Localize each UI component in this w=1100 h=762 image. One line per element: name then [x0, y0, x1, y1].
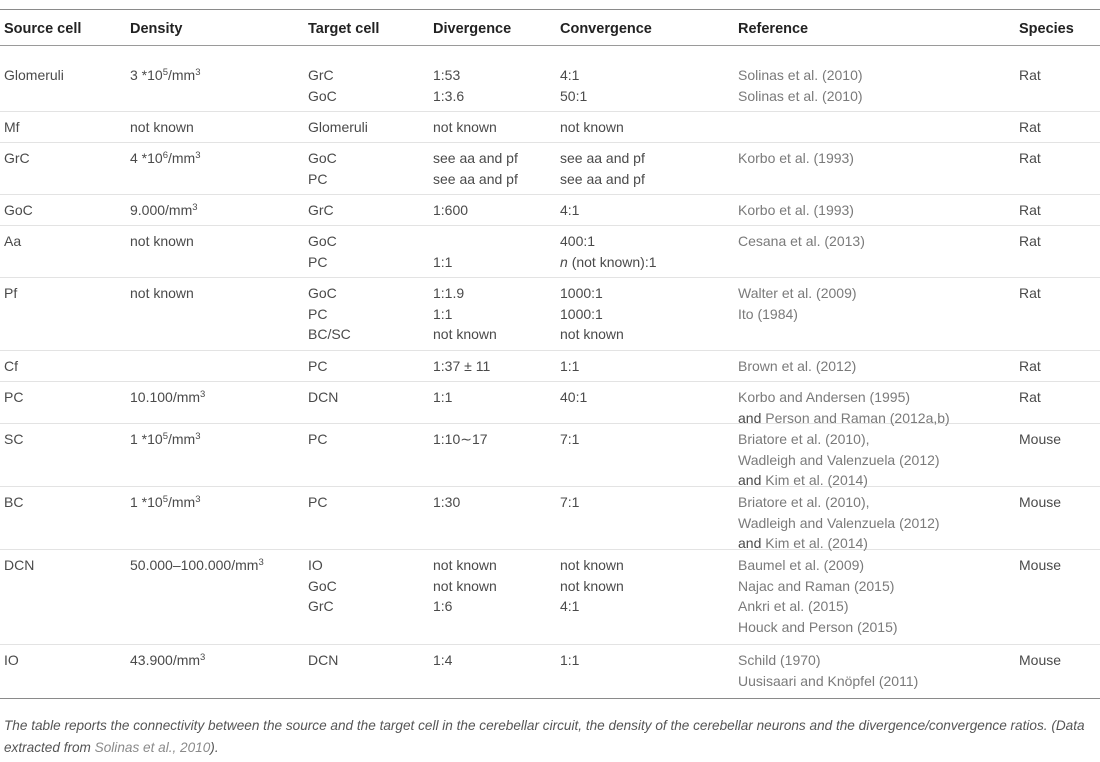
convergence-value: 7:1: [560, 431, 580, 447]
divergence-value: 1:10∼17: [433, 431, 488, 447]
target-value: Glomeruli: [308, 119, 368, 135]
reference-value[interactable]: Brown et al. (2012): [738, 358, 857, 374]
source-cell: IO: [4, 652, 19, 668]
reference-value[interactable]: [738, 408, 950, 429]
divergence-cell: [433, 429, 488, 450]
reference-cell: [738, 429, 940, 491]
species-cell: Rat: [1019, 233, 1041, 249]
species-cell: Rat: [1019, 389, 1041, 405]
density-cell: [130, 492, 201, 513]
target-value: GoC: [308, 233, 337, 249]
density-exponent: 3: [200, 389, 206, 400]
target-value: GoC: [308, 87, 337, 104]
reference-citation: Kim et al. (2014): [765, 472, 868, 488]
target-cell: [308, 148, 337, 189]
reference-and: and: [738, 409, 766, 426]
target-value: PC: [308, 305, 328, 322]
convergence-value: 4:1: [560, 67, 580, 83]
density-cell: [130, 148, 201, 169]
convergence-text: (not known):1: [571, 253, 657, 270]
convergence-value: 40:1: [560, 389, 588, 405]
density-cell: [130, 387, 205, 408]
divergence-value: 1:3.6: [433, 87, 465, 104]
density-base: 10.100/mm: [130, 389, 201, 405]
convergence-value: 1:1: [560, 358, 580, 374]
convergence-italic-n: n: [560, 253, 572, 270]
divergence-cell: [433, 231, 452, 272]
divergence-value: [433, 231, 452, 252]
reference-value[interactable]: Korbo and Andersen (1995): [738, 389, 911, 405]
density-cell: [130, 65, 201, 86]
target-value: PC: [308, 170, 328, 187]
header-divergence: Divergence: [433, 21, 512, 37]
source-cell: Glomeruli: [4, 67, 64, 83]
convergence-cell: [560, 200, 579, 221]
density-unit-exponent: 3: [195, 431, 201, 442]
target-value: GoC: [308, 285, 337, 301]
density-cell: not known: [130, 233, 194, 249]
density-cell: [130, 200, 198, 221]
convergence-cell: [560, 283, 624, 345]
species-cell: Mouse: [1019, 431, 1062, 447]
divergence-cell: [433, 387, 452, 408]
species-cell: Mouse: [1019, 557, 1062, 573]
divergence-cell: [433, 492, 460, 513]
density-cell: [130, 555, 264, 576]
convergence-value: 1000:1: [560, 305, 603, 322]
convergence-value: 50:1: [560, 87, 588, 104]
density-base: 1 *10: [130, 494, 163, 510]
reference-value[interactable]: Wadleigh and Valenzuela (2012): [738, 451, 940, 468]
separator-line: [0, 350, 1100, 351]
reference-value[interactable]: Ankri et al. (2015): [738, 598, 849, 614]
species-cell: Mouse: [1019, 652, 1062, 668]
target-value: PC: [308, 253, 328, 270]
reference-cell: [738, 387, 950, 428]
reference-cell: [738, 231, 865, 252]
separator-line: [0, 194, 1100, 195]
separator-line: [0, 381, 1100, 382]
divergence-cell: [433, 117, 497, 138]
header-density: Density: [130, 21, 183, 37]
reference-cell: [738, 148, 854, 169]
target-cell: [308, 231, 337, 272]
header-target-cell: Target cell: [308, 21, 380, 37]
convergence-cell: [560, 117, 624, 138]
species-cell: Rat: [1019, 358, 1041, 374]
convergence-value: see aa and pf: [560, 170, 645, 187]
reference-cell: [738, 200, 854, 221]
target-value: GrC: [308, 67, 334, 83]
density-unit: /mm: [168, 494, 196, 510]
source-cell: DCN: [4, 557, 35, 573]
divergence-value: 1:1.9: [433, 285, 465, 301]
density-cell: [130, 650, 205, 671]
header-rule: [0, 45, 1100, 46]
species-cell: Rat: [1019, 202, 1041, 218]
separator-line: [0, 644, 1100, 645]
reference-value[interactable]: Houck and Person (2015): [738, 618, 898, 635]
divergence-value: not known: [433, 119, 497, 135]
density-exponent: 3: [192, 202, 198, 213]
source-cell: BC: [4, 494, 24, 510]
target-cell: [308, 650, 338, 671]
density-base: 43.900/mm: [130, 652, 201, 668]
reference-cell: [738, 650, 918, 691]
target-cell: [308, 65, 337, 106]
bottom-rule: [0, 698, 1100, 699]
species-cell: Rat: [1019, 119, 1041, 135]
divergence-cell: [433, 555, 497, 617]
target-cell: [308, 200, 334, 221]
species-cell: Rat: [1019, 285, 1041, 301]
convergence-cell: [560, 650, 579, 671]
convergence-value: 400:1: [560, 233, 596, 249]
convergence-value: 4:1: [560, 598, 580, 614]
source-cell: Cf: [4, 358, 18, 374]
divergence-cell: [433, 148, 518, 189]
density-unit-exponent: 3: [195, 494, 201, 505]
density-exponent: 3: [258, 557, 264, 568]
reference-value[interactable]: Korbo et al. (1993): [738, 150, 854, 166]
convergence-value: 4:1: [560, 202, 580, 218]
target-cell: [308, 492, 327, 513]
reference-cell: [738, 555, 898, 637]
divergence-cell: [433, 356, 490, 377]
density-base: 4 *10: [130, 150, 163, 166]
target-value: GoC: [308, 577, 337, 594]
convergence-cell: [560, 65, 587, 106]
separator-line: [0, 111, 1100, 112]
source-cell: PC: [4, 389, 24, 405]
convergence-cell: [560, 387, 587, 408]
density-base: 3 *10: [130, 67, 163, 83]
convergence-value: 1000:1: [560, 285, 603, 301]
target-value: GrC: [308, 598, 334, 614]
density-unit: /mm: [168, 150, 196, 166]
target-value: PC: [308, 358, 328, 374]
source-cell: Mf: [4, 119, 20, 135]
caption-citation-link[interactable]: Solinas et al., 2010: [94, 739, 211, 755]
reference-value[interactable]: Uusisaari and Knöpfel (2011): [738, 672, 919, 689]
target-value: DCN: [308, 652, 339, 668]
density-exponent: 5: [162, 494, 168, 505]
source-cell: GrC: [4, 150, 30, 166]
divergence-value: 1:1: [433, 305, 453, 322]
density-exponent: 5: [162, 431, 168, 442]
divergence-value: 1:4: [433, 652, 453, 668]
target-cell: [308, 387, 338, 408]
density-cell: [130, 429, 201, 450]
convergence-cell: [560, 492, 579, 513]
separator-line: [0, 225, 1100, 226]
convergence-value: 7:1: [560, 494, 580, 510]
convergence-cell: [560, 231, 657, 272]
divergence-value: see aa and pf: [433, 150, 518, 166]
divergence-value: 1:30: [433, 494, 461, 510]
convergence-value: not known: [560, 577, 624, 594]
reference-value[interactable]: Solinas et al. (2010): [738, 87, 863, 104]
source-cell: GoC: [4, 202, 33, 218]
source-cell: Aa: [4, 233, 22, 249]
divergence-value: 1:53: [433, 67, 461, 83]
caption-end: ).: [210, 739, 219, 755]
reference-value[interactable]: Cesana et al. (2013): [738, 233, 865, 249]
convergence-value: not known: [560, 557, 624, 573]
divergence-value: 1:6: [433, 598, 453, 614]
convergence-cell: [560, 356, 579, 377]
separator-line: [0, 142, 1100, 143]
reference-and: and: [738, 535, 766, 551]
divergence-value: 1:37 ± 11: [433, 358, 491, 374]
density-cell: not known: [130, 119, 194, 135]
divergence-value: not known: [433, 326, 497, 342]
reference-value[interactable]: [738, 533, 940, 554]
convergence-value: 1:1: [560, 652, 580, 668]
reference-value[interactable]: Briatore et al. (2010),: [738, 431, 870, 447]
header-source-cell: Source cell: [4, 21, 82, 37]
reference-citation: Person and Raman (2012a,b): [765, 409, 950, 426]
species-cell: Rat: [1019, 67, 1041, 83]
target-value: GrC: [308, 202, 334, 218]
convergence-value: [560, 252, 657, 273]
reference-value[interactable]: Briatore et al. (2010),: [738, 494, 870, 510]
separator-line: [0, 277, 1100, 278]
convergence-cell: [560, 429, 579, 450]
divergence-value: not known: [433, 557, 497, 573]
target-value: DCN: [308, 389, 339, 405]
target-value: PC: [308, 494, 328, 510]
reference-value[interactable]: Baumel et al. (2009): [738, 557, 865, 573]
density-unit-exponent: 3: [195, 150, 201, 161]
reference-value[interactable]: Ito (1984): [738, 305, 798, 322]
source-cell: SC: [4, 431, 24, 447]
convergence-cell: [560, 555, 624, 617]
divergence-cell: [433, 283, 497, 345]
convergence-cell: [560, 148, 645, 189]
divergence-value: 1:1: [433, 253, 453, 270]
density-exponent: 5: [162, 67, 168, 78]
divergence-value: 1:1: [433, 389, 453, 405]
target-cell: [308, 283, 351, 345]
density-exponent: 6: [162, 150, 168, 161]
reference-and: and: [738, 472, 766, 488]
convergence-value: not known: [560, 119, 624, 135]
divergence-cell: [433, 200, 468, 221]
reference-value[interactable]: Schild (1970): [738, 652, 821, 668]
header-species: Species: [1019, 21, 1074, 37]
density-cell: not known: [130, 285, 194, 301]
target-cell: [308, 356, 327, 377]
species-cell: Rat: [1019, 150, 1041, 166]
target-cell: [308, 117, 368, 138]
density-unit-exponent: 3: [195, 67, 201, 78]
convergence-value: see aa and pf: [560, 150, 645, 166]
species-cell: Mouse: [1019, 494, 1062, 510]
target-value: BC/SC: [308, 326, 351, 342]
density-exponent: 3: [200, 652, 206, 663]
density-base: 1 *10: [130, 431, 163, 447]
divergence-cell: [433, 650, 452, 671]
target-value: IO: [308, 557, 323, 573]
source-cell: Pf: [4, 285, 18, 301]
reference-cell: [738, 65, 863, 106]
target-value: GoC: [308, 150, 337, 166]
header-convergence: Convergence: [560, 21, 652, 37]
reference-cell: [738, 492, 940, 554]
density-unit: /mm: [168, 431, 196, 447]
top-rule: [0, 9, 1100, 10]
reference-cell: [738, 356, 856, 377]
reference-value[interactable]: Najac and Raman (2015): [738, 577, 895, 594]
reference-cell: [738, 283, 857, 324]
header-reference: Reference: [738, 21, 809, 37]
reference-value[interactable]: Solinas et al. (2010): [738, 67, 863, 83]
target-value: PC: [308, 431, 328, 447]
divergence-value: see aa and pf: [433, 170, 518, 187]
density-base: 9.000/mm: [130, 202, 193, 218]
density-base: 50.000–100.000/mm: [130, 557, 259, 573]
density-unit: /mm: [168, 67, 196, 83]
caption-text: The table reports the connectivity between the source and the target cell in the cerebellar circuit, the density of the cerebellar neurons and the divergence/convergence ratios. (Data extracted from: [4, 718, 1085, 755]
target-cell: [308, 555, 337, 617]
target-cell: [308, 429, 327, 450]
divergence-value: 1:600: [433, 202, 469, 218]
reference-value[interactable]: Korbo et al. (1993): [738, 202, 854, 218]
convergence-value: not known: [560, 326, 624, 342]
table-caption: [4, 715, 1094, 758]
reference-value[interactable]: Walter et al. (2009): [738, 285, 857, 301]
reference-value[interactable]: Wadleigh and Valenzuela (2012): [738, 514, 940, 531]
divergence-cell: [433, 65, 464, 106]
reference-citation: Kim et al. (2014): [765, 535, 868, 551]
reference-value[interactable]: [738, 470, 940, 491]
divergence-value: not known: [433, 577, 497, 594]
